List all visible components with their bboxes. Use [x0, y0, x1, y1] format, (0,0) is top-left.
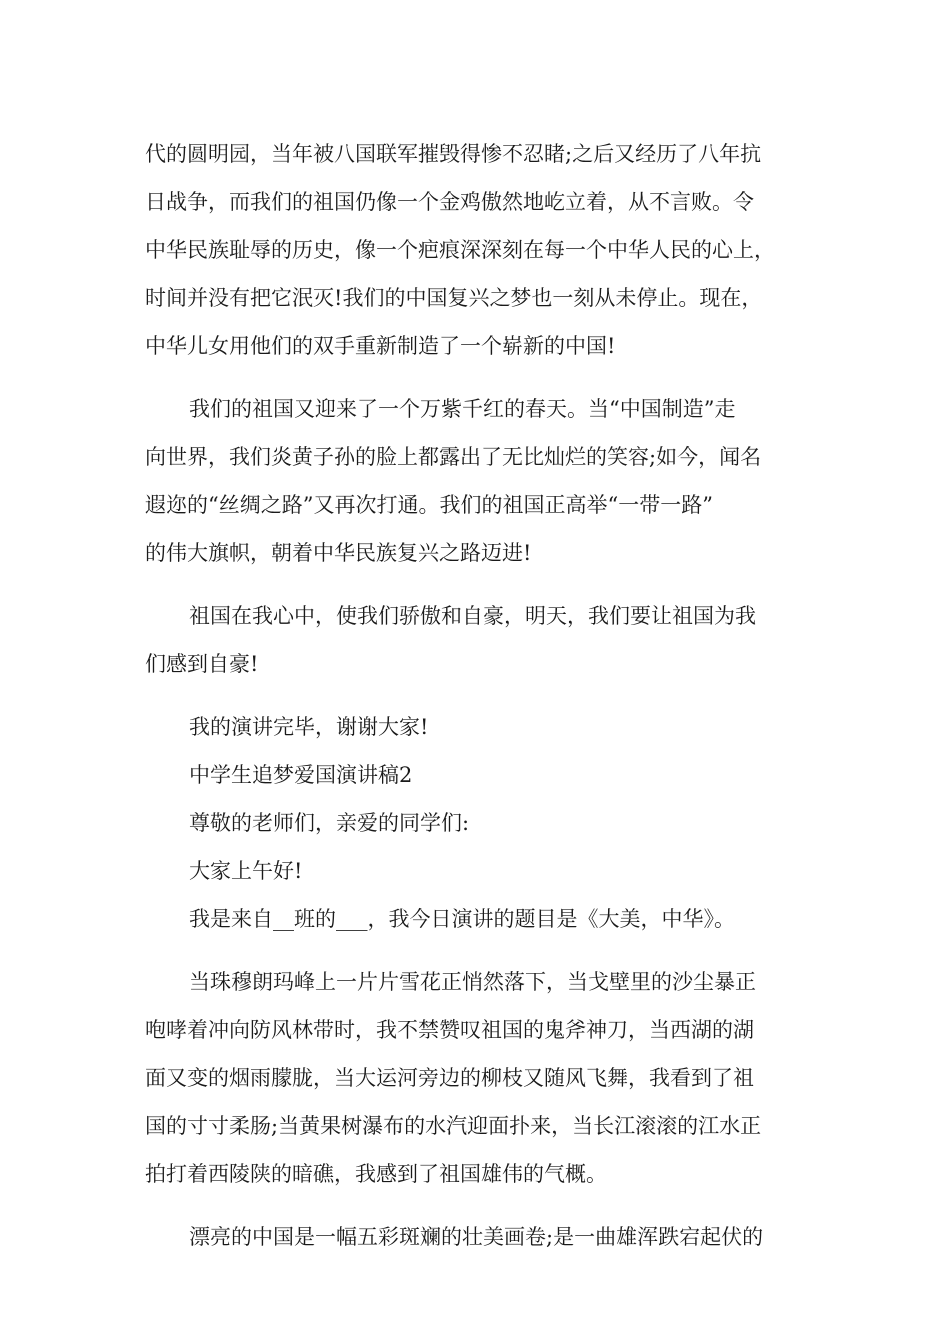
text-line: 中学生追梦爱国演讲稿2: [189, 763, 413, 787]
paragraph-closing: [145, 703, 835, 751]
text-line: 我是来自__班的___，我今日演讲的题目是《大美，中华》。: [189, 907, 735, 931]
text-line: 中华民族耻辱的历史，像一个疤痕深深刻在每一个中华人民的心上，: [145, 238, 775, 262]
text-line: 日战争，而我们的祖国仍像一个金鸡傲然地屹立着，从不言败。令: [145, 190, 754, 214]
text-line: 祖国在我心中，使我们骄傲和自豪，明天，我们要让祖国为我: [189, 604, 756, 628]
text-line: 漂亮的中国是一幅五彩斑斓的壮美画卷;是一曲雄浑跌宕起伏的: [189, 1225, 764, 1249]
text-line: 们感到自豪!: [145, 652, 259, 676]
paragraph-beautiful-china: [145, 1213, 835, 1261]
paragraph-pride: [145, 592, 835, 688]
text-line: 遐迩的“丝绸之路”又再次打通。我们的祖国正高举“一带一路”: [145, 493, 713, 517]
text-line: 我们的祖国又迎来了一个万紫千红的春天。当“中国制造”走: [189, 397, 736, 421]
text-line: 尊敬的老师们，亲爱的同学们:: [189, 811, 470, 835]
paragraph-spring: [145, 385, 835, 577]
speech-title: [145, 751, 835, 799]
paragraph-introduction: [145, 895, 835, 943]
text-line: 当珠穆朗玛峰上一片片雪花正悄然落下，当戈壁里的沙尘暴正: [189, 970, 756, 994]
text-line: 拍打着西陵陕的暗礁，我感到了祖国雄伟的气概。: [145, 1162, 607, 1186]
text-line: 咆哮着冲向防风林带时，我不禁赞叹祖国的鬼斧神刀，当西湖的湖: [145, 1018, 754, 1042]
text-line: 大家上午好!: [189, 859, 303, 883]
paragraph-landscapes: [145, 958, 835, 1198]
text-line: 时间并没有把它泯灭!我们的中国复兴之梦也一刻从未停止。现在，: [145, 286, 763, 310]
text-line: 的伟大旗帜，朝着中华民族复兴之路迈进!: [145, 541, 532, 565]
text-line: 向世界，我们炎黄子孙的脸上都露出了无比灿烂的笑容;如今，闻名: [145, 445, 762, 469]
text-line: 代的圆明园，当年被八国联军摧毁得惨不忍睹;之后又经历了八年抗: [145, 142, 762, 166]
text-line: 面又变的烟雨朦胧，当大运河旁边的柳枝又随风飞舞，我看到了祖: [145, 1066, 754, 1090]
paragraph-greeting: [145, 847, 835, 895]
document-body: [145, 130, 835, 1261]
text-line: 我的演讲完毕，谢谢大家!: [189, 715, 429, 739]
text-line: 国的寸寸柔肠;当黄果树瀑布的水汽迎面扑来，当长江滚滚的江水正: [145, 1114, 762, 1138]
text-line: 中华儿女用他们的双手重新制造了一个崭新的中国!: [145, 334, 616, 358]
paragraph-yuanmingyuan: [145, 130, 835, 370]
paragraph-salutation: [145, 799, 835, 847]
